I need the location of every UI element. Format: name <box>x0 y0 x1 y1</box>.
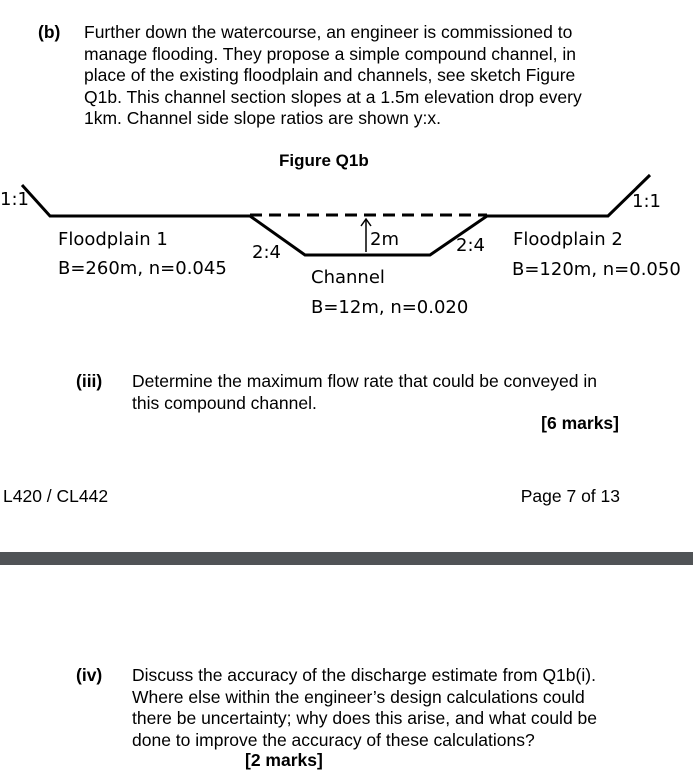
part-b-line: place of the existing floodplain and channels, see sketch Figure <box>84 65 576 85</box>
part-iv-line: Discuss the accuracy of the discharge estimate from Q1b(i). <box>132 665 596 685</box>
part-iii-text <box>132 371 632 414</box>
part-iv-line: there be uncertainty; why does this arise, and what could be <box>132 708 597 728</box>
page-number: Page 7 of 13 <box>520 486 620 506</box>
part-iv-marks: [2 marks] <box>245 750 323 770</box>
floodplain1-params: B=260m, n=0.045 <box>58 258 227 279</box>
floodplain2-name: Floodplain 2 <box>513 229 623 250</box>
part-iv-line: Where else within the engineer’s design calculations could <box>132 686 585 707</box>
channel-cross-section <box>0 0 693 340</box>
part-iii-line: this compound channel. <box>132 392 317 413</box>
part-iv-label: (iv) <box>76 665 103 685</box>
part-iv-text <box>132 665 652 751</box>
channel-params: B=12m, n=0.020 <box>311 297 469 318</box>
depth-label: 2m <box>370 229 399 250</box>
part-b-line: Further down the watercourse, an engineer is commissioned to <box>84 22 573 42</box>
right-inner-slope-label: 2:4 <box>456 235 485 256</box>
part-b-label: (b) <box>38 22 61 42</box>
part-iv-line: done to improve the accuracy of these calculations? <box>132 729 535 750</box>
part-b-line: manage flooding. They propose a simple compound channel, in <box>84 43 576 64</box>
right-slope-label: 1:1 <box>632 191 661 212</box>
course-code: L420 / CL442 <box>3 486 109 506</box>
left-inner-slope-label: 2:4 <box>252 242 281 263</box>
part-iii-line: Determine the maximum flow rate that could be conveyed in <box>132 371 597 391</box>
page-divider <box>0 552 693 565</box>
part-b-line: Q1b. This channel section slopes at a 1.5m elevation drop every <box>84 86 582 107</box>
channel-name: Channel <box>311 267 385 288</box>
figure-title: Figure Q1b <box>279 151 369 170</box>
part-iii-marks: [6 marks] <box>541 413 619 433</box>
left-slope-label: 1:1 <box>0 189 29 210</box>
part-b-line: 1km. Channel side slope ratios are shown y:x. <box>84 108 441 128</box>
floodplain1-name: Floodplain 1 <box>58 229 168 250</box>
floodplain2-params: B=120m, n=0.050 <box>512 259 681 280</box>
part-iii-label: (iii) <box>76 371 103 391</box>
